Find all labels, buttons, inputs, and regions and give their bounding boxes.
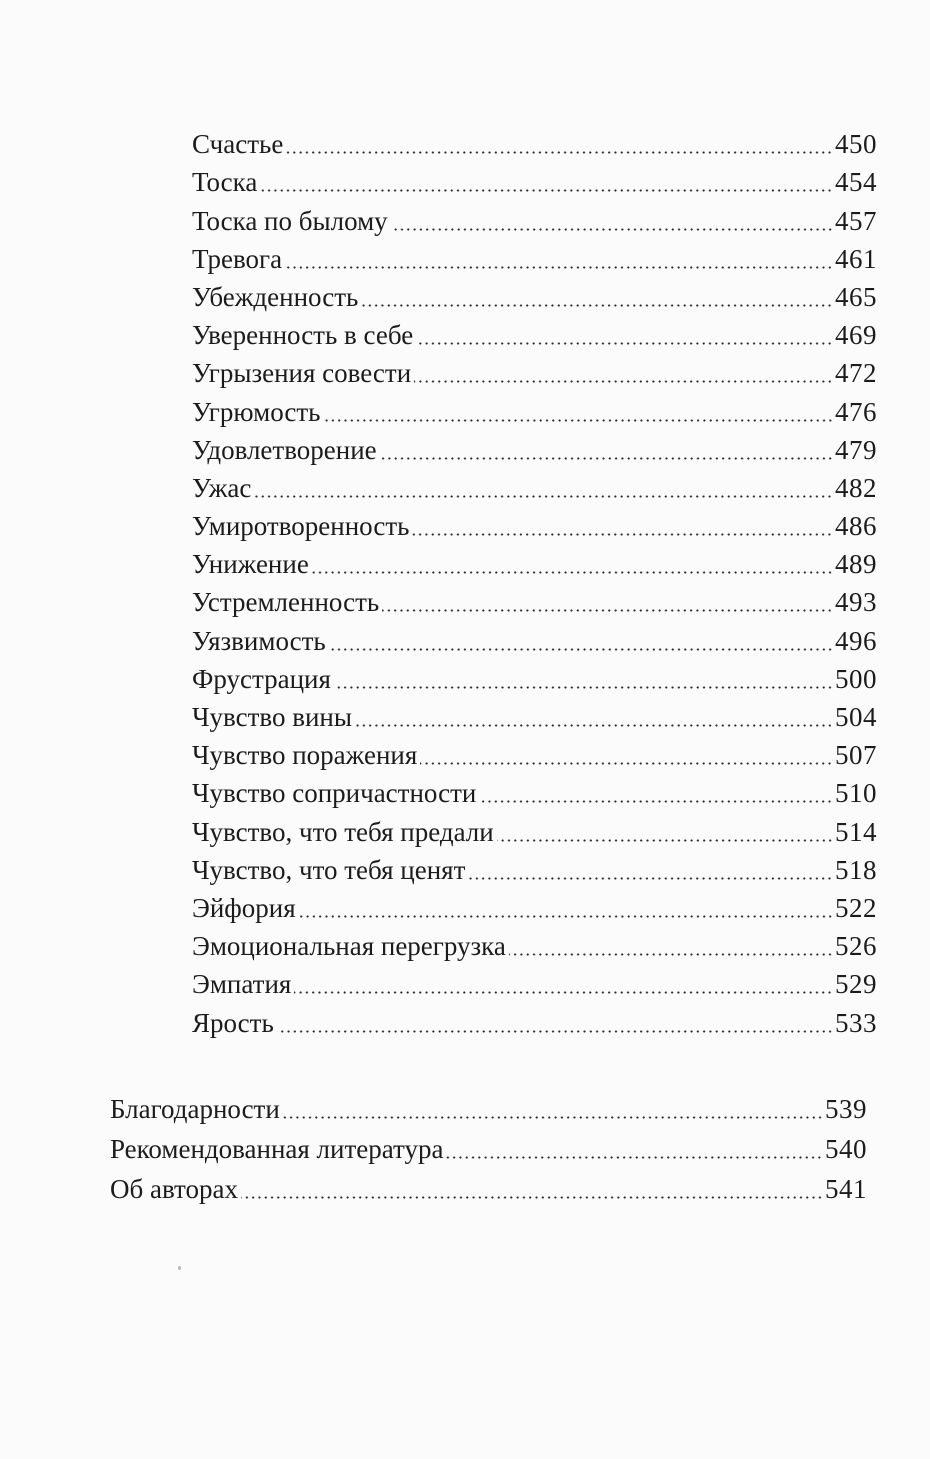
toc-entry-title: Чувство поражения [192,740,418,771]
toc-entry [192,316,877,354]
toc-emotions-list [192,125,877,1042]
toc-entry-page-number: 479 [835,434,877,465]
toc-entry-page-number: 465 [835,281,877,312]
paper-speck [178,1266,181,1270]
toc-entry-title: Ярость [192,1007,274,1038]
dot-leader [241,1196,823,1199]
toc-entry-title: Счастье [192,129,284,160]
toc-entry-title: Угрызения совести [192,358,412,389]
toc-backmatter-list [110,1088,867,1208]
toc-entry-page-number: 526 [835,931,877,962]
dot-leader [479,800,833,803]
toc-entry [192,736,877,774]
toc-entry-title: Уязвимость [192,625,326,656]
dot-leader [468,877,833,880]
dot-leader [420,762,833,765]
toc-entry [192,125,877,163]
toc-entry-title: Устремленность [192,587,380,618]
dot-leader [416,342,833,345]
dot-leader [329,648,833,651]
toc-entry-page-number: 500 [835,663,877,694]
toc-entry-page-number: 522 [835,892,877,923]
toc-entry [192,1003,877,1041]
dot-leader [509,953,833,956]
toc-entry-title: Убежденность [192,281,359,312]
toc-entry-title: Эмоциональная перегрузка [192,931,506,962]
dot-leader [382,609,833,612]
toc-entry-page-number: 539 [825,1094,867,1124]
dot-leader [334,686,833,689]
toc-entry-page-number: 472 [835,358,877,389]
toc-entry-page-number: 450 [835,129,877,160]
toc-entry-page-number: 540 [825,1134,867,1164]
dot-leader [254,495,833,498]
dot-leader [446,1156,823,1159]
toc-entry [192,163,877,201]
dot-leader [299,915,833,918]
dot-leader [294,991,833,994]
toc-entry-page-number: 469 [835,320,877,351]
toc-entry [110,1128,867,1168]
toc-entry-title: Ужас [192,472,252,503]
toc-entry [192,583,877,621]
toc-entry [192,774,877,812]
toc-entry [192,507,877,545]
dot-leader [497,839,833,842]
toc-entry [192,660,877,698]
toc-entry [192,278,877,316]
dot-leader [412,533,833,536]
toc-entry-page-number: 518 [835,854,877,885]
toc-entry-title: Уверенность в себе [192,320,414,351]
toc-entry-title: Умиротворенность [192,511,410,542]
toc-entry-title: Тоска по былому [192,205,388,236]
toc-entry-page-number: 486 [835,511,877,542]
toc-entry-page-number: 529 [835,969,877,1000]
toc-entry-title: Фрустрация [192,663,331,694]
toc-entry-page-number: 496 [835,625,877,656]
toc-entry [192,812,877,850]
toc-entry-title: Чувство, что тебя предали [192,816,494,847]
toc-entry-title: Тревога [192,243,283,274]
toc-entry-page-number: 454 [835,167,877,198]
toc-entry-page-number: 514 [835,816,877,847]
toc-entry [192,698,877,736]
toc-entry-title: Эйфория [192,892,296,923]
toc-entry-page-number: 482 [835,472,877,503]
dot-leader [283,1116,823,1119]
toc-entry-title: Об авторах [110,1174,238,1204]
dot-leader [391,228,833,231]
dot-leader [285,266,833,269]
toc-entry-page-number: 476 [835,396,877,427]
toc-entry [192,545,877,583]
toc-entry-title: Унижение [192,549,309,580]
toc-entry [192,621,877,659]
toc-entry-page-number: 504 [835,702,877,732]
toc-entry-title: Эмпатия [192,969,292,1000]
toc-entry-page-number: 489 [835,549,877,580]
toc-entry-page-number: 533 [835,1007,877,1038]
toc-entry [192,431,877,469]
dot-leader [380,457,833,460]
toc-entry [192,927,877,965]
toc-entry-title: Чувство вины [192,702,353,732]
toc-entry-page-number: 541 [825,1174,867,1204]
toc-entry-title: Удовлетворение [192,434,377,465]
toc-entry-title: Рекомендованная литература [110,1134,444,1164]
dot-leader [277,1030,833,1033]
toc-entry [192,851,877,889]
toc-entry-page-number: 510 [835,778,877,809]
toc-entry [192,392,877,430]
toc-entry-title: Благодарности [110,1094,280,1124]
toc-entry [192,889,877,927]
dot-leader [260,189,833,192]
toc-entry-title: Тоска [192,167,258,198]
toc-entry [110,1168,867,1208]
dot-leader [414,380,833,383]
toc-entry [192,469,877,507]
toc-entry-page-number: 493 [835,587,877,618]
toc-entry [192,240,877,278]
toc-entry-page-number: 507 [835,740,877,771]
toc-entry [192,354,877,392]
dot-leader [286,151,833,154]
toc-entry-title: Чувство сопричастности [192,778,477,809]
dot-leader [324,419,834,422]
toc-entry-title: Чувство, что тебя ценят [192,854,466,885]
toc-entry-title: Угрюмость [192,396,321,427]
dot-leader [312,571,833,574]
toc-entry [192,965,877,1003]
dot-leader [355,724,833,727]
toc-entry-page-number: 461 [835,243,877,274]
toc-entry [192,201,877,239]
toc-entry-page-number: 457 [835,205,877,236]
dot-leader [361,304,833,307]
toc-entry [110,1088,867,1128]
